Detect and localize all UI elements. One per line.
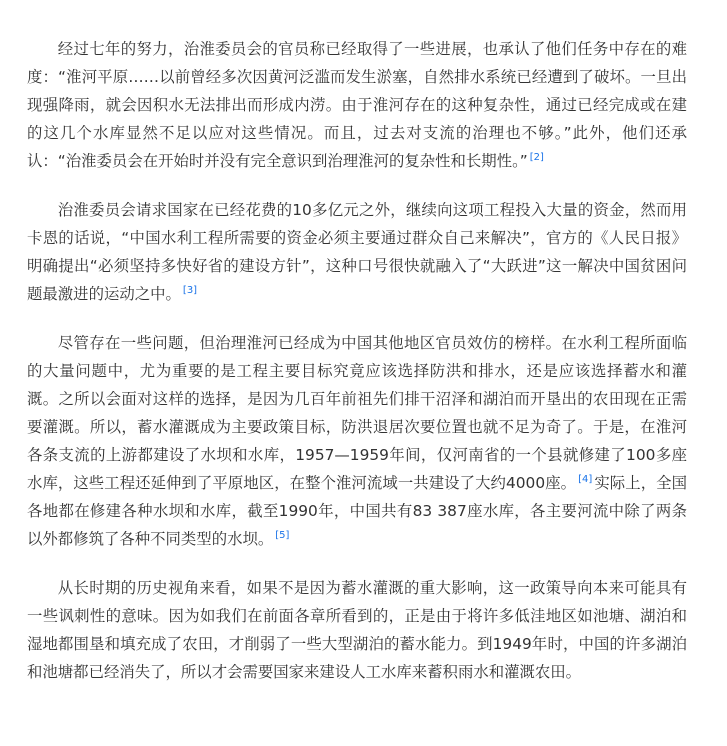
paragraph-1 (27, 0, 687, 175)
footnote-link-3[interactable]: [3] (182, 284, 198, 296)
paragraph-4-text: 从长时期的历史视角来看，如果不是因为蓄水灌溉的重大影响，这一政策导向本来可能具有一些讽刺性的意味。因为如我们在前面各章所看到的，正是由于将许多低洼地区如池塘、湖泊和湿地都围垦和填充成了农田，才削弱了一些大型湖泊的蓄水能力。到1949年时，中国的许多湖泊和池塘都已经消失了，所以才会需要国家来建设人工水库来蓄积雨水和灌溉农田。 (27, 579, 687, 681)
paragraph-2-text: 治淮委员会请求国家在已经花费的10多亿元之外，继续向这项工程投入大量的资金，然而用卡恩的话说，“中国水利工程所需要的资金必须主要通过群众自己来解决”，官方的《人民日报》明确提出“必须坚持多快好省的建设方针”，这种口号很快就融入了“大跃进”这一解决中国贫困问题最激进的运动之中。 (27, 201, 687, 303)
article-body (27, 0, 687, 686)
footnote-link-4[interactable]: [4] (578, 473, 593, 485)
paragraph-4 (27, 574, 687, 686)
paragraph-3-text-a: 尽管存在一些问题，但治理淮河已经成为中国其他地区官员效仿的榜样。在水利工程所面临的大量问题中，尤为重要的是工程主要目标究竟应该选择防洪和排水，还是应该选择蓄水和灌溉。之所以会面对这样的选择，是因为几百年前祖先们排干沼泽和湖泊而开垦出的农田现在正需要灌溉。所以，蓄水灌溉成为主要政策目标，防洪退居次要位置也就不足为奇了。于是，在淮河各条支流的上游都建设了水坝和水库，1957—1959年间，仅河南省的一个县就修建了100多座水库，这些工程还延伸到了平原地区，在整个淮河流域一共建设了大约4000座。 (27, 334, 687, 492)
paragraph-1-text: 经过七年的努力，治淮委员会的官员称已经取得了一些进展，也承认了他们任务中存在的难度：“淮河平原……以前曾经多次因黄河泛滥而发生淤塞，自然排水系统已经遭到了破坏。一旦出现强降雨，就会因积水无法排出而形成内涝。由于淮河存在的这种复杂性，通过已经完成或在建的这几个水库显然不足以应对这些情况。而且，过去对支流的治理也不够。”此外，他们还承认：“治淮委员会在开始时并没有完全意识到治理淮河的复杂性和长期性。” (27, 40, 687, 170)
paragraph-2 (27, 196, 687, 308)
footnote-link-5[interactable]: [5] (275, 529, 290, 541)
paragraph-3 (27, 329, 687, 553)
footnote-link-2[interactable]: [2] (529, 151, 544, 163)
paragraph-3-text-b: 实际上，全国各地都在修建各种水坝和水库，截至1990年，中国共有83 387座水库，各主要河流中除了两条以外都修筑了各种不同类型的水坝。 (27, 474, 687, 548)
